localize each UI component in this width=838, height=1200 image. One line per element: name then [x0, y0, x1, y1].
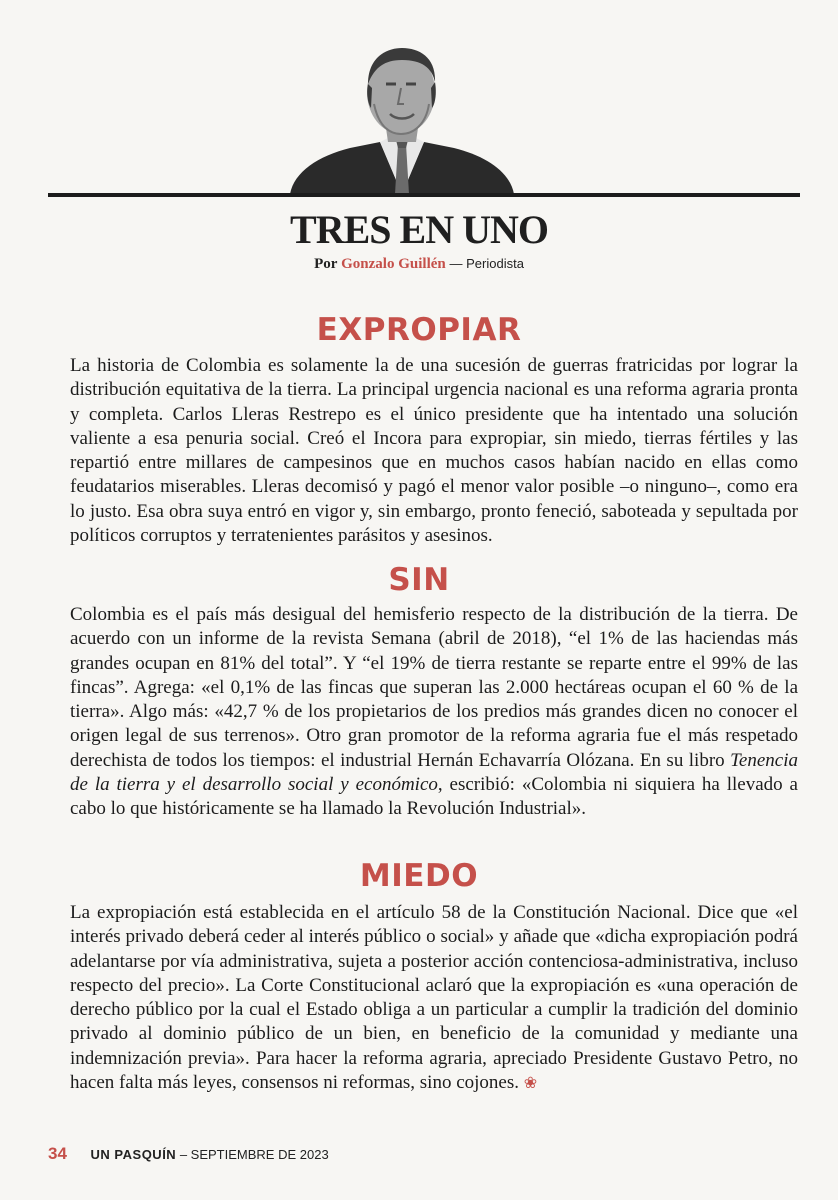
- section-text-sin-part2: , escribió: «Colombia ni siquiera ha llevado a cabo lo que históricamente se ha llamado la Revolución Industrial».: [70, 774, 798, 820]
- section-text-expropiar: La historia de Colombia es solamente la de una sucesión de guerras fratricidas por lograr la distribución equitativa de la tierra. La principal urgencia nacional es una reforma agraria pronta y completa. Carlos Lleras Restrepo es el único presidente que ha intentado una solución valiente a esa penuria social. Creó el Incora para expropiar, sin miedo, tierras fértiles y las repartió entre millares de campesinos que en muchos casos habían nacido en ellas como feudatarios miserables. Lleras decomisó y pagó el menor valor posible –o ninguno–, como era lo justo. Esa obra suya entró en vigor y, sin embargo, pronto feneció, saboteada y sepultada por políticos corruptos y terratenientes parásitos y asesinos.: [70, 355, 798, 547]
- section-heading-expropiar: EXPROPIAR: [316, 312, 522, 348]
- author-role: — Periodista: [449, 256, 524, 271]
- publication-name: UN PASQUÍN: [90, 1147, 177, 1162]
- section-text-miedo: [70, 901, 798, 1096]
- page-title: TRES EN UNO: [290, 207, 548, 252]
- header-rule: [48, 193, 800, 197]
- book-title: Tenencia de la tierra y el desarrollo social y económico: [70, 749, 798, 796]
- byline: [0, 256, 838, 273]
- section-text-miedo-body: La expropiación está establecida en el artículo 58 de la Constitución Nacional. Dice que «el interés privado deberá ceder al interés público o social» y añade que «dicha expropiación podrá adelantarse por vía administrativa, sujeta a posterior acción contenciosa-administrativa, incluso respecto del precio». La Corte Constitucional aclaró que la expropiación es «una operación de derecho público por la cual el Estado obliga a un particular a cumplir la tradición del dominio privado al dominio público de un bien, en beneficio de la comunidad y mediante una indemnización previa». Para hacer la reforma agraria, apreciado Presidente Gustavo Petro, no hacen falta más leyes, consensos ni reformas, sino cojones.: [70, 902, 798, 1094]
- author-name: Gonzalo Guillén: [341, 256, 446, 272]
- issue-date: – SEPTIEMBRE DE 2023: [179, 1147, 329, 1162]
- pin-icon: ❀: [523, 1075, 538, 1093]
- page-footer: [48, 1144, 748, 1164]
- section-text-sin-part1: Colombia es el país más desigual del hemisferio respecto de la distribución de la tierra. De acuerdo con un informe de la revista Semana (abril de 2018), “el 1% de las haciendas más grandes ocupan en 81% del total”. Y “el 19% de tierra restante se reparte entre el 99% de las fincas”. Agrega: «el 0,1% de las fincas que superan las 2.000 hectáreas ocupan el 60 % de la tierra». Algo más: «42,7 % de los propietarios de los predios más grandes dicen no conocer el origen legal de sus terrenos». Otro gran promotor de la reforma agraria fue el más respetado derechista de todos los tiempos: el industrial Hernán Echavarría Olózana. En su libro: [70, 604, 798, 771]
- page-number: 34: [48, 1144, 67, 1163]
- section-text-sin: [70, 603, 798, 822]
- author-portrait: [288, 44, 516, 194]
- section-heading-sin: SIN: [388, 562, 450, 598]
- byline-prefix: Por: [314, 256, 338, 272]
- section-heading-miedo: MIEDO: [359, 858, 479, 894]
